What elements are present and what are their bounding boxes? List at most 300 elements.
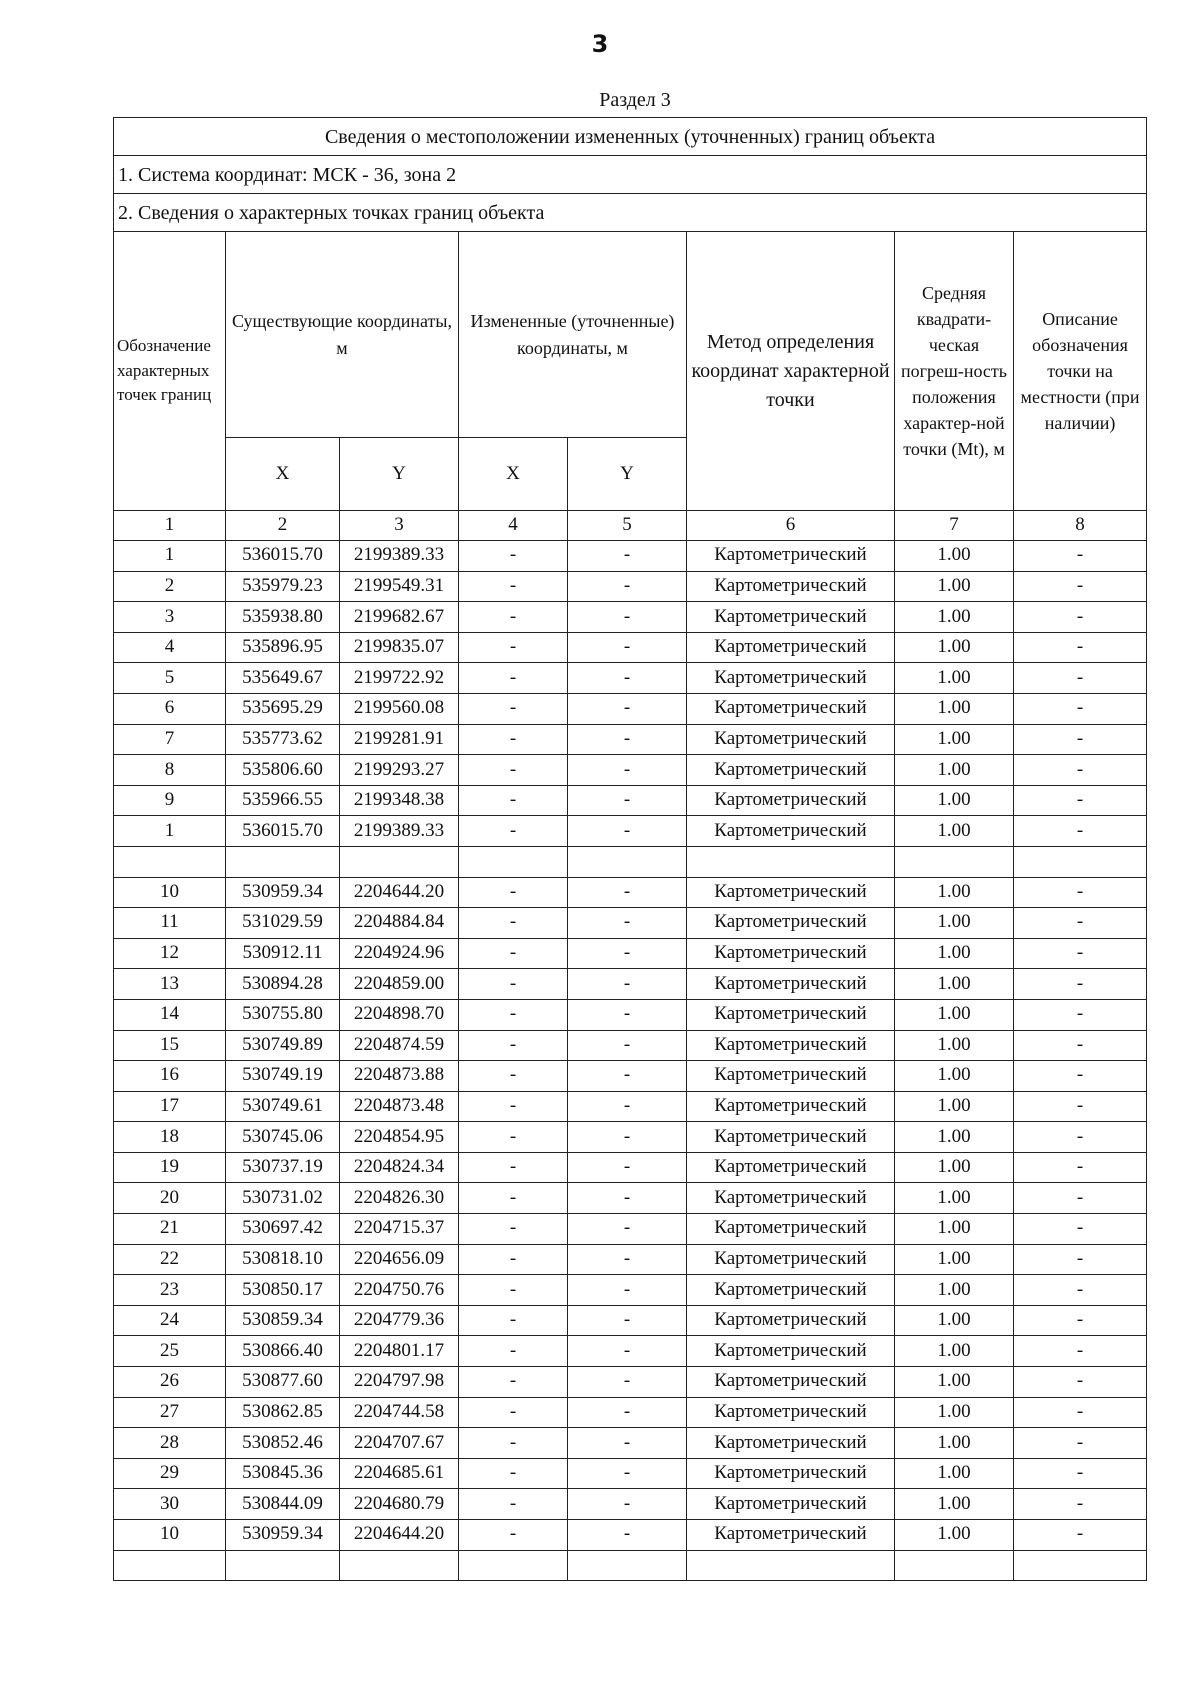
column-number: 1 [114,511,226,541]
description-cell [1014,846,1147,877]
error-cell: 1.00 [895,1489,1014,1520]
error-cell: 1.00 [895,1458,1014,1489]
error-cell: 1.00 [895,602,1014,633]
point-number-cell: 8 [114,755,226,786]
point-number-cell: 19 [114,1152,226,1183]
method-cell: Картометрический [687,816,895,847]
point-number-cell: 24 [114,1305,226,1336]
changed-y-cell: - [568,1152,687,1183]
method-cell: Картометрический [687,1061,895,1092]
changed-x-cell: - [459,1214,568,1245]
changed-x-cell: - [459,1122,568,1153]
table-row [114,1244,1147,1275]
changed-y-cell: - [568,785,687,816]
changed-y-cell: - [568,816,687,847]
point-number-cell: 5 [114,663,226,694]
error-cell: 1.00 [895,969,1014,1000]
error-cell: 1.00 [895,571,1014,602]
method-cell: Картометрический [687,1458,895,1489]
header-method: Метод определения координат характерной точки [687,232,895,511]
error-cell [895,846,1014,877]
changed-y-cell: - [568,1122,687,1153]
existing-y-cell: 2199682.67 [340,602,459,633]
point-number-cell: 9 [114,785,226,816]
method-cell: Картометрический [687,663,895,694]
table-row [114,602,1147,633]
changed-x-cell: - [459,999,568,1030]
changed-x-cell: - [459,1367,568,1398]
description-cell: - [1014,1367,1147,1398]
column-number: 7 [895,511,1014,541]
description-cell: - [1014,1458,1147,1489]
changed-x-cell: - [459,877,568,908]
error-cell: 1.00 [895,632,1014,663]
point-number-cell: 6 [114,693,226,724]
method-cell: Картометрический [687,1183,895,1214]
existing-x-cell: 530749.89 [226,1030,340,1061]
error-cell [895,1550,1014,1581]
changed-x-cell: - [459,908,568,939]
error-cell: 1.00 [895,938,1014,969]
changed-x-cell: - [459,816,568,847]
changed-y-cell: - [568,908,687,939]
point-number-cell: 27 [114,1397,226,1428]
method-cell: Картометрический [687,1367,895,1398]
method-cell: Картометрический [687,1489,895,1520]
changed-x-cell: - [459,1091,568,1122]
existing-y-cell: 2204779.36 [340,1305,459,1336]
method-cell: Картометрический [687,724,895,755]
point-number-cell [114,1550,226,1581]
method-cell: Картометрический [687,632,895,663]
changed-y-cell: - [568,693,687,724]
table-row [114,1091,1147,1122]
section-title: Раздел 3 [599,89,671,111]
table-row [114,908,1147,939]
table-row [114,632,1147,663]
point-number-cell: 28 [114,1428,226,1459]
changed-y-cell: - [568,1214,687,1245]
description-cell: - [1014,571,1147,602]
changed-x-cell: - [459,1061,568,1092]
existing-y-cell: 2204656.09 [340,1244,459,1275]
error-cell: 1.00 [895,541,1014,572]
page-number: 3 [591,30,609,58]
existing-y-cell: 2204854.95 [340,1122,459,1153]
existing-x-cell: 530866.40 [226,1336,340,1367]
error-cell: 1.00 [895,755,1014,786]
changed-x-cell: - [459,1244,568,1275]
description-cell: - [1014,1152,1147,1183]
changed-y-cell: - [568,632,687,663]
header-changed-x: X [459,438,568,511]
changed-x-cell: - [459,663,568,694]
existing-x-cell [226,1550,340,1581]
description-cell: - [1014,908,1147,939]
point-number-cell: 22 [114,1244,226,1275]
error-cell: 1.00 [895,908,1014,939]
changed-x-cell: - [459,541,568,572]
method-cell: Картометрический [687,938,895,969]
existing-y-cell: 2204644.20 [340,877,459,908]
existing-x-cell: 530959.34 [226,1520,340,1551]
changed-y-cell: - [568,999,687,1030]
column-number: 6 [687,511,895,541]
existing-x-cell [226,846,340,877]
description-cell: - [1014,999,1147,1030]
method-cell: Картометрический [687,1520,895,1551]
error-cell: 1.00 [895,1367,1014,1398]
changed-x-cell: - [459,785,568,816]
existing-y-cell: 2204873.48 [340,1091,459,1122]
changed-x-cell: - [459,571,568,602]
point-number-cell: 25 [114,1336,226,1367]
changed-y-cell: - [568,1367,687,1398]
existing-y-cell: 2199560.08 [340,693,459,724]
point-number-cell: 7 [114,724,226,755]
error-cell: 1.00 [895,999,1014,1030]
method-cell: Картометрический [687,1275,895,1306]
existing-x-cell: 535938.80 [226,602,340,633]
existing-y-cell: 2199722.92 [340,663,459,694]
changed-x-cell: - [459,1489,568,1520]
method-cell: Картометрический [687,693,895,724]
table-row [114,1428,1147,1459]
changed-y-cell: - [568,602,687,633]
existing-y-cell: 2204873.88 [340,1061,459,1092]
point-number-cell: 14 [114,999,226,1030]
existing-y-cell: 2199549.31 [340,571,459,602]
table-row [114,1152,1147,1183]
changed-x-cell: - [459,1152,568,1183]
existing-x-cell: 536015.70 [226,816,340,847]
table-row [114,693,1147,724]
changed-x-cell: - [459,1336,568,1367]
error-cell: 1.00 [895,663,1014,694]
method-cell: Картометрический [687,1244,895,1275]
existing-y-cell: 2204750.76 [340,1275,459,1306]
existing-x-cell: 530745.06 [226,1122,340,1153]
existing-x-cell: 530959.34 [226,877,340,908]
existing-y-cell: 2204680.79 [340,1489,459,1520]
method-cell: Картометрический [687,877,895,908]
changed-y-cell: - [568,1489,687,1520]
table-row [114,877,1147,908]
changed-y-cell: - [568,1305,687,1336]
description-cell: - [1014,1061,1147,1092]
existing-y-cell: 2199389.33 [340,816,459,847]
existing-x-cell: 530852.46 [226,1428,340,1459]
table-row [114,999,1147,1030]
point-number-cell: 29 [114,1458,226,1489]
description-cell: - [1014,1030,1147,1061]
table-caption: Сведения о местоположении измененных (уточненных) границ объекта [114,118,1147,156]
error-cell: 1.00 [895,785,1014,816]
method-cell: Картометрический [687,969,895,1000]
method-cell: Картометрический [687,1214,895,1245]
method-cell: Картометрический [687,541,895,572]
table-row [114,663,1147,694]
existing-x-cell: 530912.11 [226,938,340,969]
changed-x-cell: - [459,938,568,969]
point-number-cell: 13 [114,969,226,1000]
point-number-cell: 12 [114,938,226,969]
table-row [114,846,1147,877]
description-cell: - [1014,602,1147,633]
table-row [114,1336,1147,1367]
existing-y-cell: 2204801.17 [340,1336,459,1367]
description-cell: - [1014,663,1147,694]
table-row [114,541,1147,572]
table-row [114,1122,1147,1153]
error-cell: 1.00 [895,877,1014,908]
changed-x-cell: - [459,724,568,755]
point-number-cell: 17 [114,1091,226,1122]
description-cell: - [1014,1214,1147,1245]
table-row [114,1367,1147,1398]
changed-y-cell: - [568,1061,687,1092]
point-number-cell: 4 [114,632,226,663]
changed-y-cell: - [568,1275,687,1306]
point-number-cell: 18 [114,1122,226,1153]
existing-x-cell: 530859.34 [226,1305,340,1336]
method-cell: Картометрический [687,1091,895,1122]
point-number-cell: 1 [114,541,226,572]
method-cell: Картометрический [687,571,895,602]
table-row [114,785,1147,816]
header-changed-coordinates: Измененные (уточненные) координаты, м [459,232,687,438]
method-cell: Картометрический [687,1030,895,1061]
existing-x-cell: 530844.09 [226,1489,340,1520]
existing-y-cell: 2204924.96 [340,938,459,969]
description-cell: - [1014,1428,1147,1459]
description-cell: - [1014,785,1147,816]
description-cell: - [1014,1091,1147,1122]
table-row [114,1061,1147,1092]
changed-x-cell: - [459,693,568,724]
table-row [114,1183,1147,1214]
table-row [114,1275,1147,1306]
description-cell: - [1014,1305,1147,1336]
point-number-cell: 11 [114,908,226,939]
table-row [114,571,1147,602]
changed-y-cell: - [568,1091,687,1122]
error-cell: 1.00 [895,693,1014,724]
changed-y-cell: - [568,571,687,602]
changed-y-cell: - [568,755,687,786]
description-cell: - [1014,1275,1147,1306]
existing-x-cell: 530749.61 [226,1091,340,1122]
changed-x-cell [459,846,568,877]
existing-x-cell: 535806.60 [226,755,340,786]
error-cell: 1.00 [895,1122,1014,1153]
changed-x-cell: - [459,969,568,1000]
error-cell: 1.00 [895,1214,1014,1245]
method-cell: Картометрический [687,1305,895,1336]
description-cell: - [1014,693,1147,724]
existing-x-cell: 530894.28 [226,969,340,1000]
existing-y-cell: 2204824.34 [340,1152,459,1183]
table-row [114,969,1147,1000]
existing-x-cell: 530749.19 [226,1061,340,1092]
error-cell: 1.00 [895,1244,1014,1275]
existing-y-cell: 2199389.33 [340,541,459,572]
changed-x-cell: - [459,1428,568,1459]
point-number-cell: 2 [114,571,226,602]
error-cell: 1.00 [895,816,1014,847]
description-cell: - [1014,1122,1147,1153]
description-cell: - [1014,1520,1147,1551]
existing-x-cell: 530731.02 [226,1183,340,1214]
error-cell: 1.00 [895,1397,1014,1428]
description-cell: - [1014,724,1147,755]
existing-y-cell: 2204715.37 [340,1214,459,1245]
table-row [114,1550,1147,1581]
changed-y-cell: - [568,938,687,969]
error-cell: 1.00 [895,1061,1014,1092]
description-cell: - [1014,877,1147,908]
existing-y-cell: 2199835.07 [340,632,459,663]
point-number-cell: 15 [114,1030,226,1061]
error-cell: 1.00 [895,1091,1014,1122]
header-mean-square-error: Средняя квадрати-ческая погреш-ность положения характер-ной точки (Mt), м [895,232,1014,511]
error-cell: 1.00 [895,1275,1014,1306]
existing-y-cell: 2204744.58 [340,1397,459,1428]
method-cell: Картометрический [687,602,895,633]
existing-x-cell: 530845.36 [226,1458,340,1489]
table-row [114,816,1147,847]
table-row [114,938,1147,969]
changed-y-cell: - [568,724,687,755]
changed-y-cell [568,1550,687,1581]
header-changed-y: Y [568,438,687,511]
method-cell: Картометрический [687,1122,895,1153]
error-cell: 1.00 [895,1030,1014,1061]
point-number-cell: 10 [114,1520,226,1551]
existing-y-cell: 2199281.91 [340,724,459,755]
table-row [114,724,1147,755]
existing-x-cell: 535966.55 [226,785,340,816]
changed-x-cell: - [459,1275,568,1306]
method-cell: Картометрический [687,785,895,816]
error-cell: 1.00 [895,1520,1014,1551]
existing-y-cell: 2204859.00 [340,969,459,1000]
table-row [114,1214,1147,1245]
changed-y-cell [568,846,687,877]
column-number: 4 [459,511,568,541]
point-number-cell: 30 [114,1489,226,1520]
existing-x-cell: 530877.60 [226,1367,340,1398]
changed-x-cell [459,1550,568,1581]
method-cell [687,1550,895,1581]
description-cell: - [1014,1183,1147,1214]
description-cell: - [1014,632,1147,663]
existing-y-cell: 2204644.20 [340,1520,459,1551]
point-number-cell: 10 [114,877,226,908]
header-existing-y: Y [340,438,459,511]
description-cell: - [1014,816,1147,847]
method-cell: Картометрический [687,908,895,939]
existing-x-cell: 535649.67 [226,663,340,694]
method-cell: Картометрический [687,755,895,786]
points-section-title: 2. Сведения о характерных точках границ объекта [114,194,1147,232]
header-designation: Обозначение характерных точек границ [114,232,226,511]
existing-y-cell: 2204685.61 [340,1458,459,1489]
existing-x-cell: 530818.10 [226,1244,340,1275]
boundary-points-table [113,117,1147,1581]
changed-x-cell: - [459,1520,568,1551]
error-cell: 1.00 [895,1305,1014,1336]
column-number: 5 [568,511,687,541]
existing-y-cell: 2199348.38 [340,785,459,816]
changed-y-cell: - [568,1183,687,1214]
method-cell: Картометрический [687,1336,895,1367]
point-number-cell: 20 [114,1183,226,1214]
changed-y-cell: - [568,969,687,1000]
method-cell: Картометрический [687,999,895,1030]
changed-y-cell: - [568,1030,687,1061]
changed-x-cell: - [459,1183,568,1214]
error-cell: 1.00 [895,1428,1014,1459]
error-cell: 1.00 [895,1152,1014,1183]
existing-y-cell: 2204826.30 [340,1183,459,1214]
table-row [114,1397,1147,1428]
existing-x-cell: 535695.29 [226,693,340,724]
existing-y-cell [340,846,459,877]
changed-x-cell: - [459,632,568,663]
point-number-cell: 1 [114,816,226,847]
changed-x-cell: - [459,1305,568,1336]
changed-x-cell: - [459,1030,568,1061]
existing-y-cell: 2204898.70 [340,999,459,1030]
changed-y-cell: - [568,663,687,694]
existing-y-cell: 2204797.98 [340,1367,459,1398]
header-existing-x: X [226,438,340,511]
error-cell: 1.00 [895,1183,1014,1214]
error-cell: 1.00 [895,724,1014,755]
column-number: 2 [226,511,340,541]
point-number-cell: 21 [114,1214,226,1245]
description-cell: - [1014,938,1147,969]
error-cell: 1.00 [895,1336,1014,1367]
table-row [114,1305,1147,1336]
header-existing-coordinates: Существующие координаты, м [226,232,459,438]
description-cell: - [1014,755,1147,786]
existing-x-cell: 535773.62 [226,724,340,755]
method-cell [687,846,895,877]
table-row [114,1030,1147,1061]
existing-x-cell: 531029.59 [226,908,340,939]
existing-x-cell: 535896.95 [226,632,340,663]
point-number-cell: 26 [114,1367,226,1398]
header-point-description: Описание обозначения точки на местности (при наличии) [1014,232,1147,511]
coordinate-system: 1. Система координат: МСК - 36, зона 2 [114,156,1147,194]
changed-y-cell: - [568,1244,687,1275]
point-number-cell [114,846,226,877]
changed-y-cell: - [568,1397,687,1428]
description-cell: - [1014,969,1147,1000]
existing-x-cell: 530755.80 [226,999,340,1030]
point-number-cell: 3 [114,602,226,633]
changed-x-cell: - [459,602,568,633]
changed-x-cell: - [459,1458,568,1489]
changed-y-cell: - [568,1336,687,1367]
existing-y-cell: 2204707.67 [340,1428,459,1459]
changed-y-cell: - [568,1458,687,1489]
changed-y-cell: - [568,877,687,908]
existing-x-cell: 536015.70 [226,541,340,572]
table-row [114,755,1147,786]
